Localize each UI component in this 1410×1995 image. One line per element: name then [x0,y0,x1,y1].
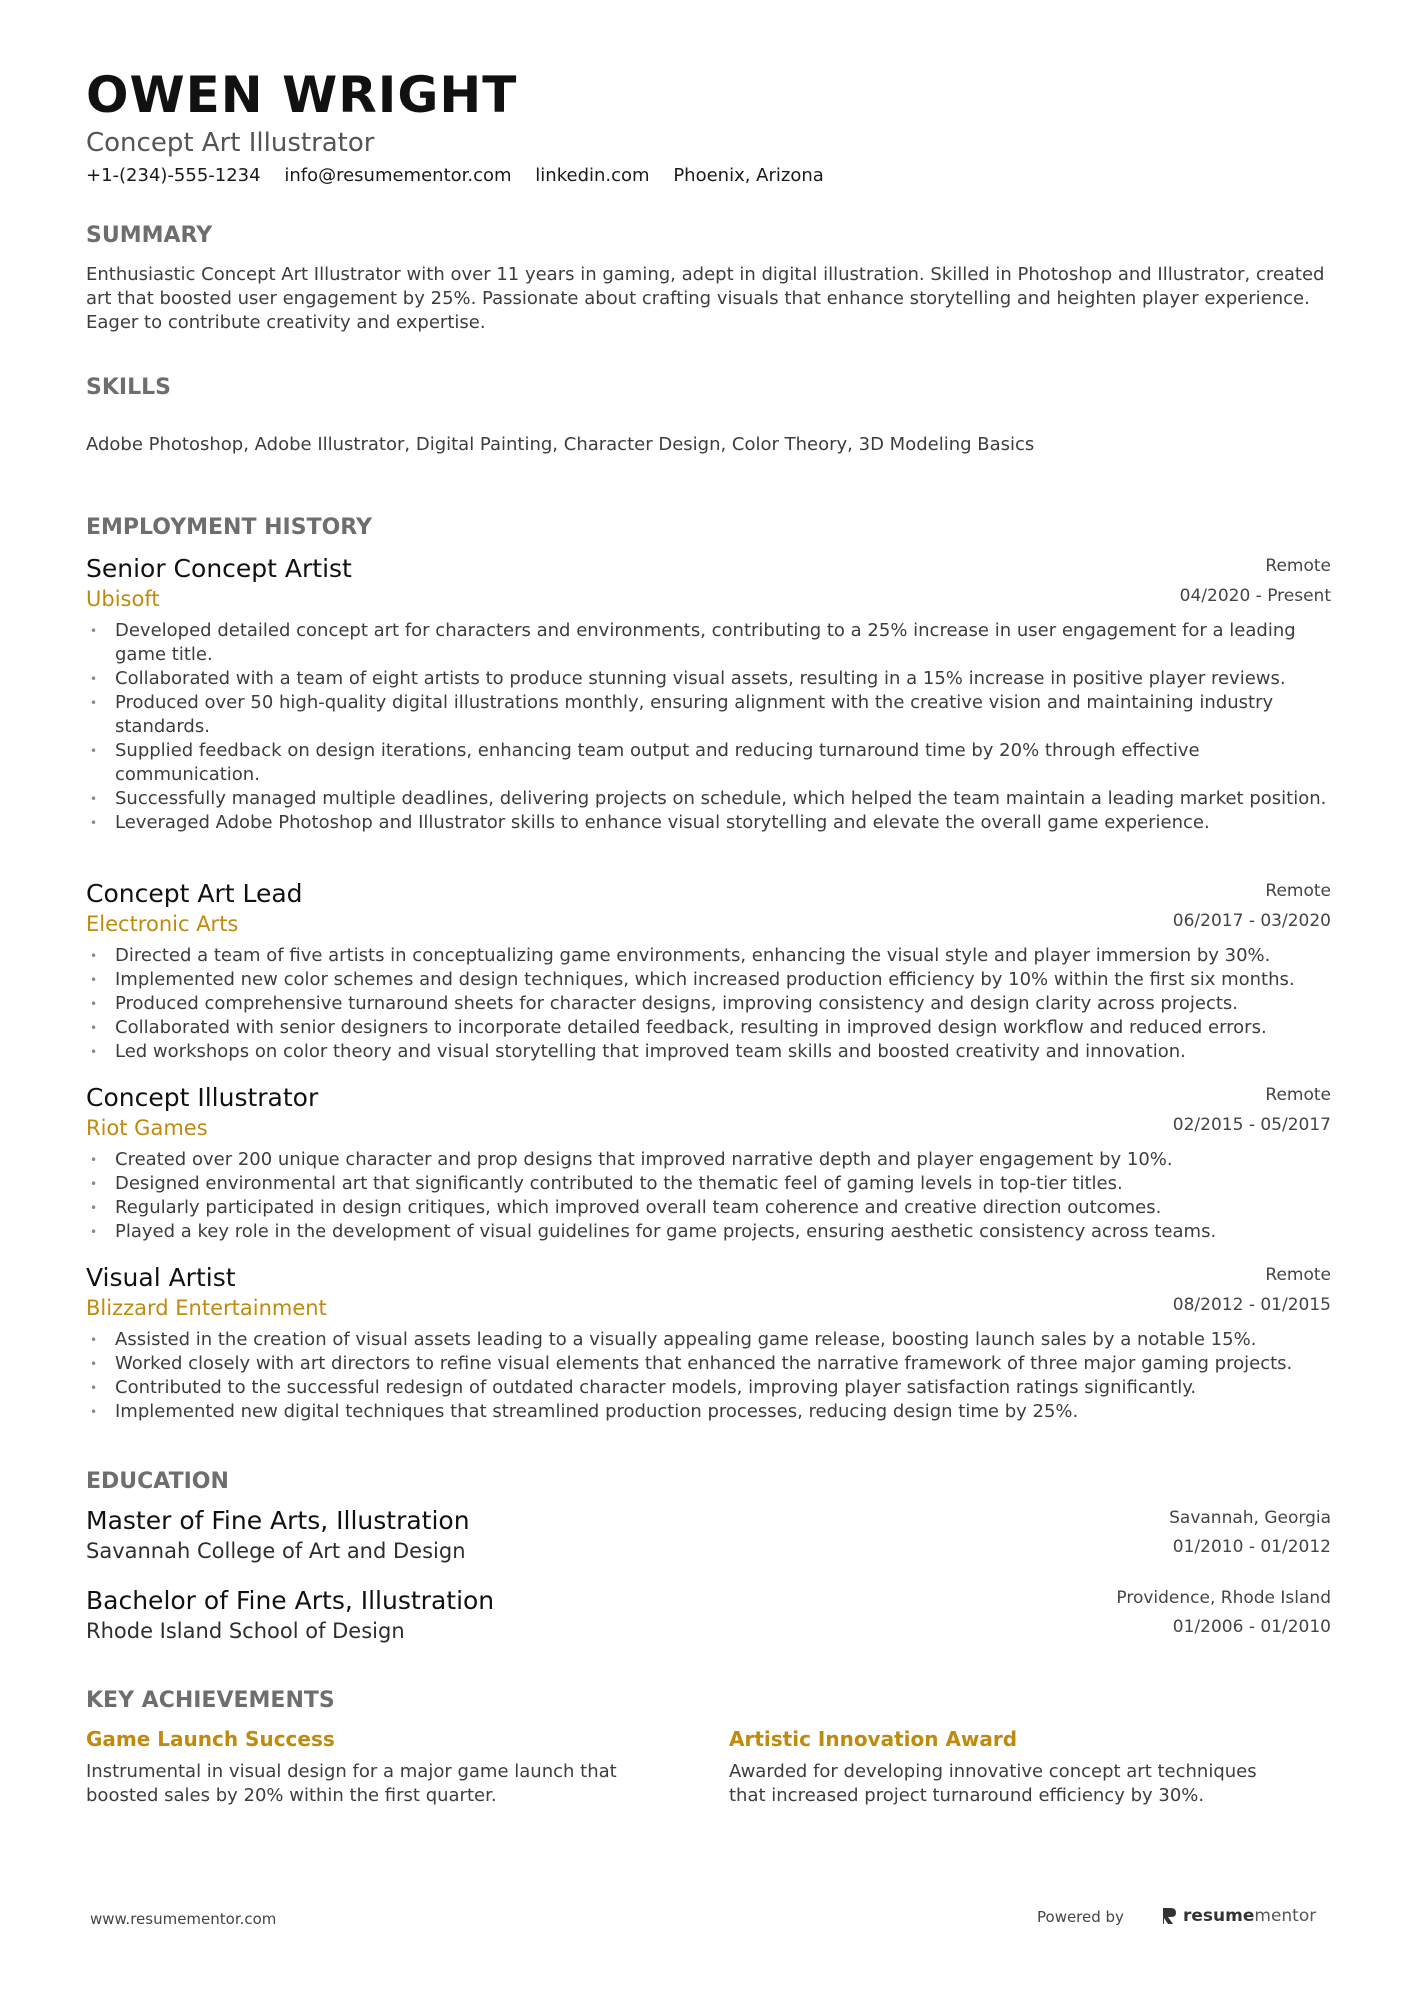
footer-url[interactable]: www.resumementor.com [90,1910,277,1928]
job-bullets [86,1328,1331,1424]
summary-section [86,225,1331,335]
skills-text: Adobe Photoshop, Adobe Illustrator, Digital Painting, Character Design, Color Theory, 3D Modeling Basics [86,434,1035,455]
job-bullet: • Directed a team of five artists in conceptualizing game environments, enhancing the visual style and player immersion by 30%. [86,944,1331,968]
job-bullets [86,619,1331,835]
education-location: Savannah, Georgia [1169,1508,1331,1528]
job-bullet: • Collaborated with senior designers to incorporate detailed feedback, resulting in improved design workflow and reduced errors. [86,1016,1331,1040]
job-title: Visual Artist [86,1263,236,1292]
job-location: Remote [1265,556,1331,576]
education-degree: Bachelor of Fine Arts, Illustration [86,1586,495,1615]
job-entry [86,1265,1331,1424]
contact-location: Phoenix, Arizona [673,165,824,186]
job-bullet: • Successfully managed multiple deadlines, delivering projects on schedule, which helped the team maintain a leading market position. [86,787,1331,811]
contact-email[interactable]: info@resumementor.com [284,165,512,186]
job-bullet: • Supplied feedback on design iterations, enhancing team output and reducing turnaround time by 20% through effective communication. [86,739,1331,787]
job-entry [86,1085,1331,1244]
job-bullet: • Collaborated with a team of eight artists to produce stunning visual assets, resulting in a 15% increase in positive player reviews. [86,667,1331,691]
job-location: Remote [1265,1265,1331,1285]
job-bullet: • Produced over 50 high-quality digital illustrations monthly, ensuring alignment with the creative vision and maintaining industry standards. [86,691,1331,739]
job-bullet: • Led workshops on color theory and visual storytelling that improved team skills and boosted creativity and innovation. [86,1040,1331,1064]
education-school: Savannah College of Art and Design [86,1539,466,1563]
contact-phone: +1-(234)-555-1234 [86,165,261,186]
skills-section [86,377,1331,457]
job-entry [86,881,1331,1064]
resumementor-logo-icon [1161,1907,1177,1925]
summary-text: Enthusiastic Concept Art Illustrator with over 11 years in gaming, adept in digital illustration. Skilled in Photoshop and Illustrator, created art that boosted user engagement by 25%. Passionate about crafting visuals that enhance storytelling and heighten player experience. Eager to contribute creativity and expertise. [86,264,1325,333]
achievement-title: Artistic Innovation Award [729,1727,1018,1751]
employment-heading: EMPLOYMENT HISTORY [86,515,372,540]
candidate-name: OWEN WRIGHT [86,66,518,124]
job-bullet: • Designed environmental art that significantly contributed to the thematic feel of gaming levels in top-tier titles. [86,1172,1331,1196]
job-company: Electronic Arts [86,912,239,936]
education-heading: EDUCATION [86,1469,229,1494]
job-bullets [86,944,1331,1064]
footer-powered-by: Powered by [1037,1908,1124,1926]
job-bullets [86,1148,1331,1244]
job-title: Senior Concept Artist [86,554,352,583]
job-location: Remote [1265,881,1331,901]
employment-section [86,517,1331,539]
contact-line [86,167,842,185]
job-bullet: • Worked closely with art directors to refine visual elements that enhanced the narrative framework of three major gaming projects. [86,1352,1331,1376]
achievement-item [86,1729,646,1808]
job-dates: 02/2015 - 05/2017 [1172,1115,1331,1135]
education-section [86,1471,1331,1493]
achievement-description: Instrumental in visual design for a major game launch that boosted sales by 20% within the first quarter. [86,1761,617,1806]
job-bullet: • Regularly participated in design critiques, which improved overall team coherence and creative direction outcomes. [86,1196,1331,1220]
achievements-heading: KEY ACHIEVEMENTS [86,1688,335,1713]
education-school: Rhode Island School of Design [86,1619,405,1643]
job-dates: 06/2017 - 03/2020 [1172,911,1331,931]
job-bullet: • Created over 200 unique character and prop designs that improved narrative depth and player engagement by 10%. [86,1148,1331,1172]
job-bullet: • Implemented new color schemes and design techniques, which increased production efficiency by 10% within the first six months. [86,968,1331,992]
job-bullet: • Developed detailed concept art for characters and environments, contributing to a 25% increase in user engagement for a leading game title. [86,619,1331,667]
achievement-item [729,1729,1289,1808]
job-entry [86,556,1331,835]
summary-heading: SUMMARY [86,223,213,248]
job-location: Remote [1265,1085,1331,1105]
job-company: Ubisoft [86,587,160,611]
candidate-title: Concept Art Illustrator [86,128,375,158]
job-company: Blizzard Entertainment [86,1296,327,1320]
job-title: Concept Illustrator [86,1083,319,1112]
job-bullet: • Implemented new digital techniques that streamlined production processes, reducing design time by 25%. [86,1400,1331,1424]
skills-heading: SKILLS [86,375,171,400]
education-dates: 01/2010 - 01/2012 [1172,1537,1331,1557]
education-dates: 01/2006 - 01/2010 [1172,1617,1331,1637]
education-degree: Master of Fine Arts, Illustration [86,1506,470,1535]
achievement-title: Game Launch Success [86,1727,335,1751]
achievements-section [86,1690,1331,1712]
contact-linkedin[interactable]: linkedin.com [535,165,650,186]
education-entry [86,1508,1331,1568]
job-company: Riot Games [86,1116,208,1140]
job-bullet: • Contributed to the successful redesign of outdated character models, improving player satisfaction ratings significantly. [86,1376,1331,1400]
education-entry [86,1588,1331,1648]
job-dates: 04/2020 - Present [1179,586,1331,606]
logo-text-light: mentor [1254,1906,1317,1926]
job-dates: 08/2012 - 01/2015 [1172,1295,1331,1315]
job-bullet: • Assisted in the creation of visual assets leading to a visually appealing game release, boosting launch sales by a notable 15%. [86,1328,1331,1352]
footer-logo[interactable] [1161,1906,1316,1926]
achievement-description: Awarded for developing innovative concept art techniques that increased project turnaround efficiency by 30%. [729,1761,1257,1806]
job-bullet: • Leveraged Adobe Photoshop and Illustrator skills to enhance visual storytelling and elevate the overall game experience. [86,811,1331,835]
education-location: Providence, Rhode Island [1116,1588,1331,1608]
job-bullet: • Produced comprehensive turnaround sheets for character designs, improving consistency and design clarity across projects. [86,992,1331,1016]
job-bullet: • Played a key role in the development of visual guidelines for game projects, ensuring aesthetic consistency across teams. [86,1220,1331,1244]
logo-text-bold: resume [1183,1906,1255,1926]
job-title: Concept Art Lead [86,879,303,908]
